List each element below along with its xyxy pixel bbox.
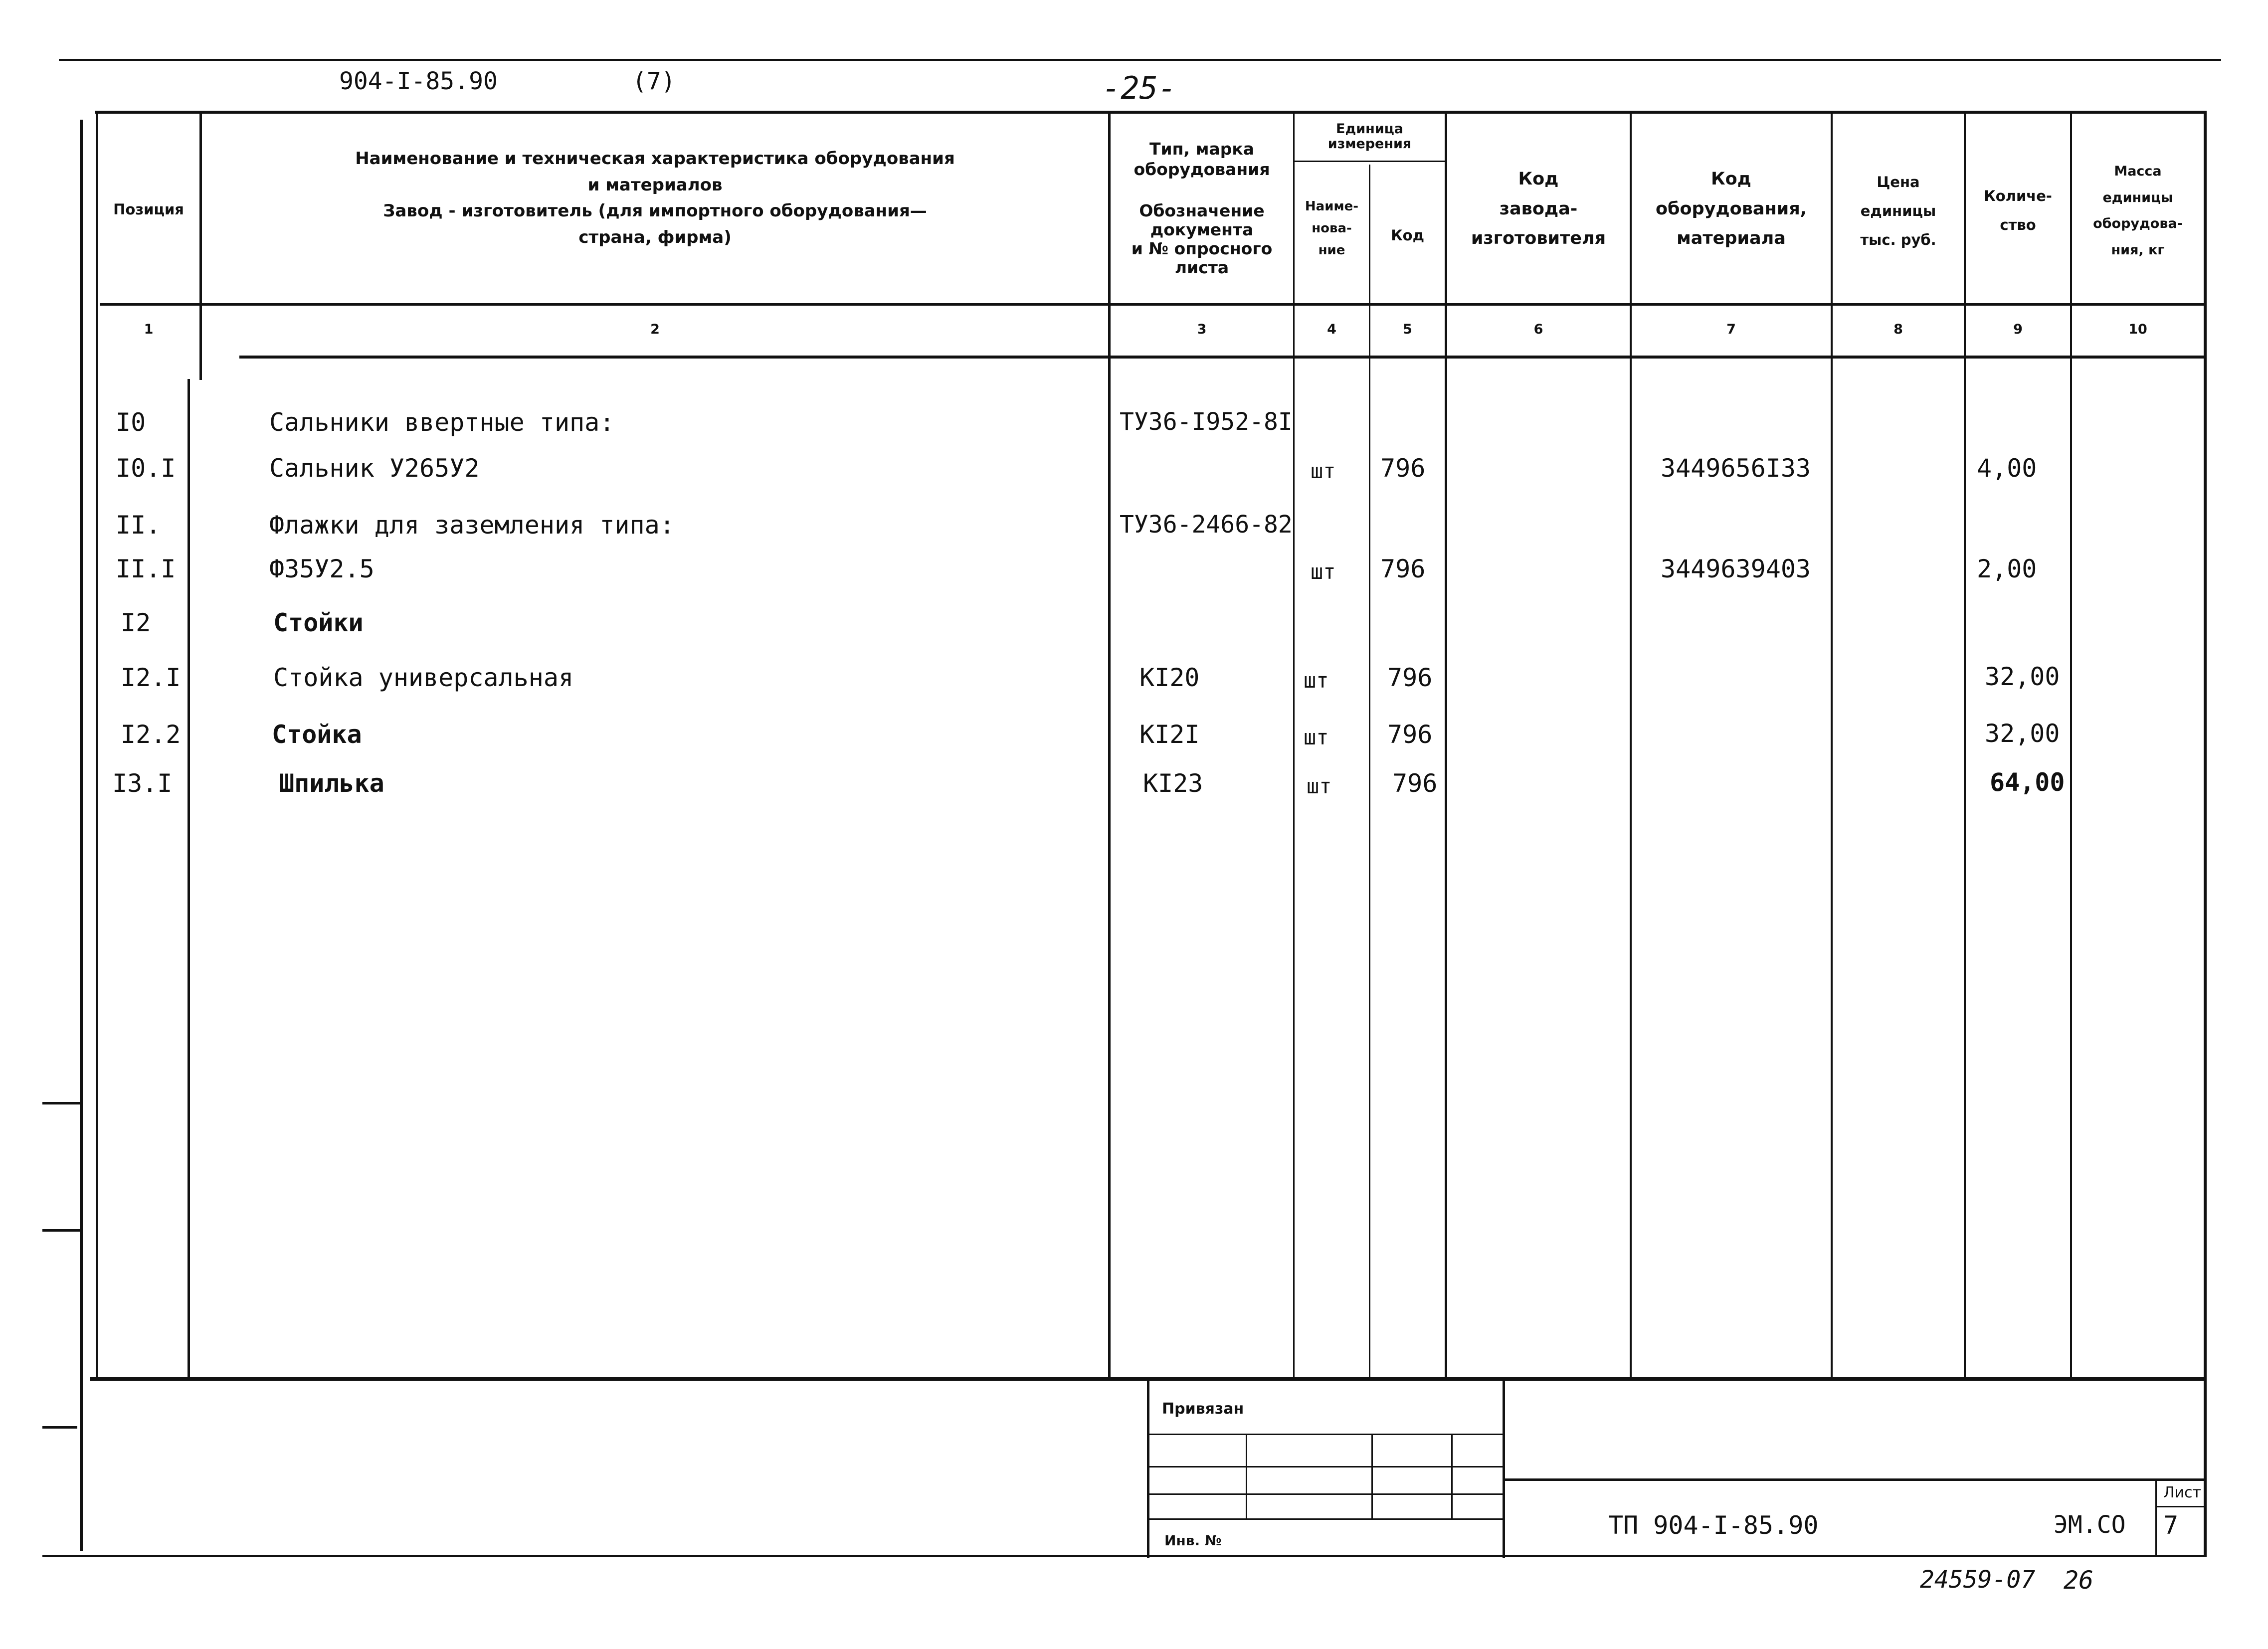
- sheet-cell-line: [2155, 1506, 2205, 1507]
- header-unit-name-line: ние: [1318, 243, 1345, 258]
- header-mass: [2072, 159, 2204, 264]
- header-price-line: тыс. руб.: [1860, 231, 1936, 248]
- archive-number: 24559-07: [1920, 1566, 2036, 1594]
- row-doc: ТУ36-2466-82: [1120, 511, 1293, 539]
- header-unit-name-line: Наиме-: [1305, 199, 1359, 214]
- header-unit-code: Код: [1390, 227, 1425, 244]
- stamp-grid-line: [1451, 1434, 1453, 1518]
- row-position: I2.I: [121, 663, 181, 692]
- row-position: I2: [121, 608, 151, 637]
- col-line-9: [1964, 111, 1966, 1377]
- header-mass-line: оборудова-: [2093, 216, 2183, 232]
- row-position: I0.I: [116, 454, 176, 483]
- col-line-3: [1108, 111, 1111, 1377]
- row-name: Флажки для заземления типа:: [269, 511, 675, 540]
- row-qty: 64,00: [1990, 768, 2065, 797]
- row-doc: ТУ36-I952-8I: [1120, 408, 1293, 436]
- header-maker-code-line: изготовителя: [1471, 228, 1606, 248]
- col-line-5: [1369, 165, 1370, 1377]
- row-position: II.I: [116, 554, 176, 583]
- column-number: 5: [1403, 322, 1412, 337]
- header-doc: [1111, 201, 1293, 277]
- top-border: [59, 59, 2221, 61]
- row-unit-code: 796: [1380, 454, 1426, 483]
- header-maker-code: [1447, 165, 1630, 254]
- col-line-8: [1831, 111, 1833, 1377]
- stamp-grid-line: [1149, 1466, 1503, 1467]
- header-qty-line: Количе-: [1984, 187, 2052, 204]
- header-equip-code-line: материала: [1677, 228, 1786, 248]
- archive-page: 26: [2064, 1566, 2094, 1595]
- sheet-mark: (7): [632, 67, 676, 95]
- binding-mark: [42, 1229, 82, 1232]
- column-number: 7: [1726, 322, 1736, 337]
- header-position: Позиция: [113, 201, 184, 218]
- row-name: Стойка: [272, 720, 362, 749]
- col-line-2b: [188, 379, 190, 1377]
- row-name: Стойки: [273, 608, 364, 637]
- row-qty: 2,00: [1977, 554, 2037, 583]
- header-unit-name: [1295, 195, 1369, 262]
- stamp-grid-line: [1149, 1518, 1503, 1520]
- header-doc-line: документа: [1150, 219, 1254, 239]
- row-doc: KI20: [1139, 663, 1200, 692]
- row-qty: 32,00: [1985, 662, 2060, 691]
- binding-mark: [42, 1426, 77, 1429]
- column-number: 10: [2128, 322, 2147, 337]
- header-bottom-line: [100, 303, 2205, 306]
- header-unit-line: Единица: [1336, 121, 1403, 137]
- col-line-6: [1445, 111, 1447, 1377]
- stamp-section: ЭМ.СО: [2054, 1511, 2126, 1539]
- row-doc: KI23: [1143, 769, 1203, 798]
- header-maker-code-line: Код: [1518, 169, 1559, 189]
- column-number: 1: [144, 322, 154, 337]
- row-unit-code: 796: [1392, 769, 1438, 798]
- col-line-10: [2070, 111, 2072, 1377]
- row-unit: шт: [1307, 774, 1332, 798]
- row-position: I0: [116, 408, 146, 437]
- row-position: I2.2: [121, 720, 181, 749]
- row-equip-code: 3449656I33: [1661, 454, 1811, 483]
- header-unit: [1295, 122, 1445, 151]
- col-line-1: [96, 111, 98, 1377]
- header-top-line: [95, 111, 2205, 114]
- stamp-divider-line: [1503, 1379, 1505, 1558]
- row-unit: шт: [1304, 668, 1329, 693]
- row-unit: шт: [1311, 559, 1336, 584]
- header-qty-line: ство: [2000, 216, 2036, 233]
- col-line-7: [1630, 111, 1632, 1377]
- row-name: Стойка универсальная: [273, 663, 574, 692]
- header-type-line: оборудования: [1134, 160, 1270, 180]
- header-doc-line: Обозначение: [1139, 201, 1265, 220]
- row-unit: шт: [1311, 459, 1336, 483]
- row-name: Ф35У2.5: [269, 554, 375, 583]
- row-qty: 32,00: [1985, 719, 2060, 748]
- header-unit-name-line: нова-: [1312, 221, 1352, 236]
- header-type: [1111, 139, 1293, 180]
- header-mass-line: ния, кг: [2111, 242, 2165, 258]
- stamp-grid-line: [1149, 1493, 1503, 1495]
- stamp-project: ТП 904-I-85.90: [1608, 1511, 1819, 1540]
- row-qty: 4,00: [1977, 454, 2037, 483]
- row-unit: шт: [1304, 725, 1329, 749]
- column-number: 3: [1197, 322, 1207, 337]
- row-position: I3.I: [112, 769, 173, 798]
- header-equip-code-line: оборудования,: [1656, 198, 1807, 219]
- column-number: 9: [2013, 322, 2023, 337]
- row-unit-code: 796: [1380, 554, 1426, 583]
- row-position: II.: [116, 511, 161, 540]
- document-code: 904-I-85.90: [339, 67, 498, 95]
- header-equip-code: [1632, 165, 1831, 254]
- header-doc-line: листа: [1174, 257, 1229, 277]
- header-name-line: страна, фирма): [578, 227, 732, 248]
- bottom-border: [42, 1555, 2207, 1557]
- stamp-sheet-label: Лист: [2163, 1484, 2202, 1501]
- row-name: Сальники ввертные типа:: [269, 408, 615, 437]
- frame-right: [2204, 111, 2207, 1557]
- stamp-left-line: [1147, 1379, 1149, 1558]
- number-row-line: [239, 356, 2205, 359]
- header-name-line: и материалов: [587, 175, 723, 195]
- title-block-top-line: [1505, 1478, 2205, 1481]
- header-mass-line: Масса: [2114, 164, 2162, 179]
- row-unit-code: 796: [1387, 720, 1433, 749]
- header-name-line: Наименование и техническая характеристика оборудования: [355, 149, 955, 169]
- stamp-tied-label: Привязан: [1162, 1400, 1244, 1418]
- header-price: [1833, 168, 1964, 254]
- column-number: 6: [1533, 322, 1543, 337]
- column-number: 4: [1327, 322, 1336, 337]
- column-number: 2: [650, 322, 660, 337]
- header-type-line: Тип, марка: [1149, 139, 1254, 159]
- header-mass-line: единицы: [2102, 189, 2173, 205]
- row-equip-code: 3449639403: [1661, 554, 1811, 583]
- binding-mark: [42, 1102, 82, 1104]
- frame-left: [80, 120, 83, 1551]
- header-price-line: Цена: [1877, 174, 1920, 190]
- header-doc-line: и № опросного: [1131, 238, 1273, 258]
- stamp-sheet-number: 7: [2163, 1511, 2179, 1540]
- column-number: 8: [1893, 322, 1903, 337]
- header-price-line: единицы: [1860, 202, 1936, 219]
- unit-split-line: [1295, 161, 1445, 162]
- row-doc: KI2I: [1139, 720, 1200, 749]
- row-name: Шпилька: [279, 769, 384, 798]
- header-equip-code-line: Код: [1711, 169, 1751, 189]
- header-unit-line: измерения: [1327, 136, 1412, 152]
- header-name-line: Завод - изготовитель (для импортного оборудования—: [383, 201, 927, 221]
- header-name: [202, 146, 1108, 251]
- row-unit-code: 796: [1387, 663, 1433, 692]
- stamp-grid-line: [1371, 1434, 1373, 1518]
- stamp-grid-line: [1246, 1434, 1247, 1518]
- stamp-grid-line: [1149, 1434, 1503, 1435]
- col-line-4: [1293, 111, 1295, 1377]
- header-qty: [1966, 182, 2070, 239]
- row-name: Сальник У265У2: [269, 454, 480, 483]
- page-number: -25-: [1102, 70, 1177, 106]
- header-maker-code-line: завода-: [1499, 198, 1578, 219]
- sheet-cell-line: [2155, 1478, 2157, 1556]
- stamp-inv-label: Инв. №: [1164, 1532, 1222, 1549]
